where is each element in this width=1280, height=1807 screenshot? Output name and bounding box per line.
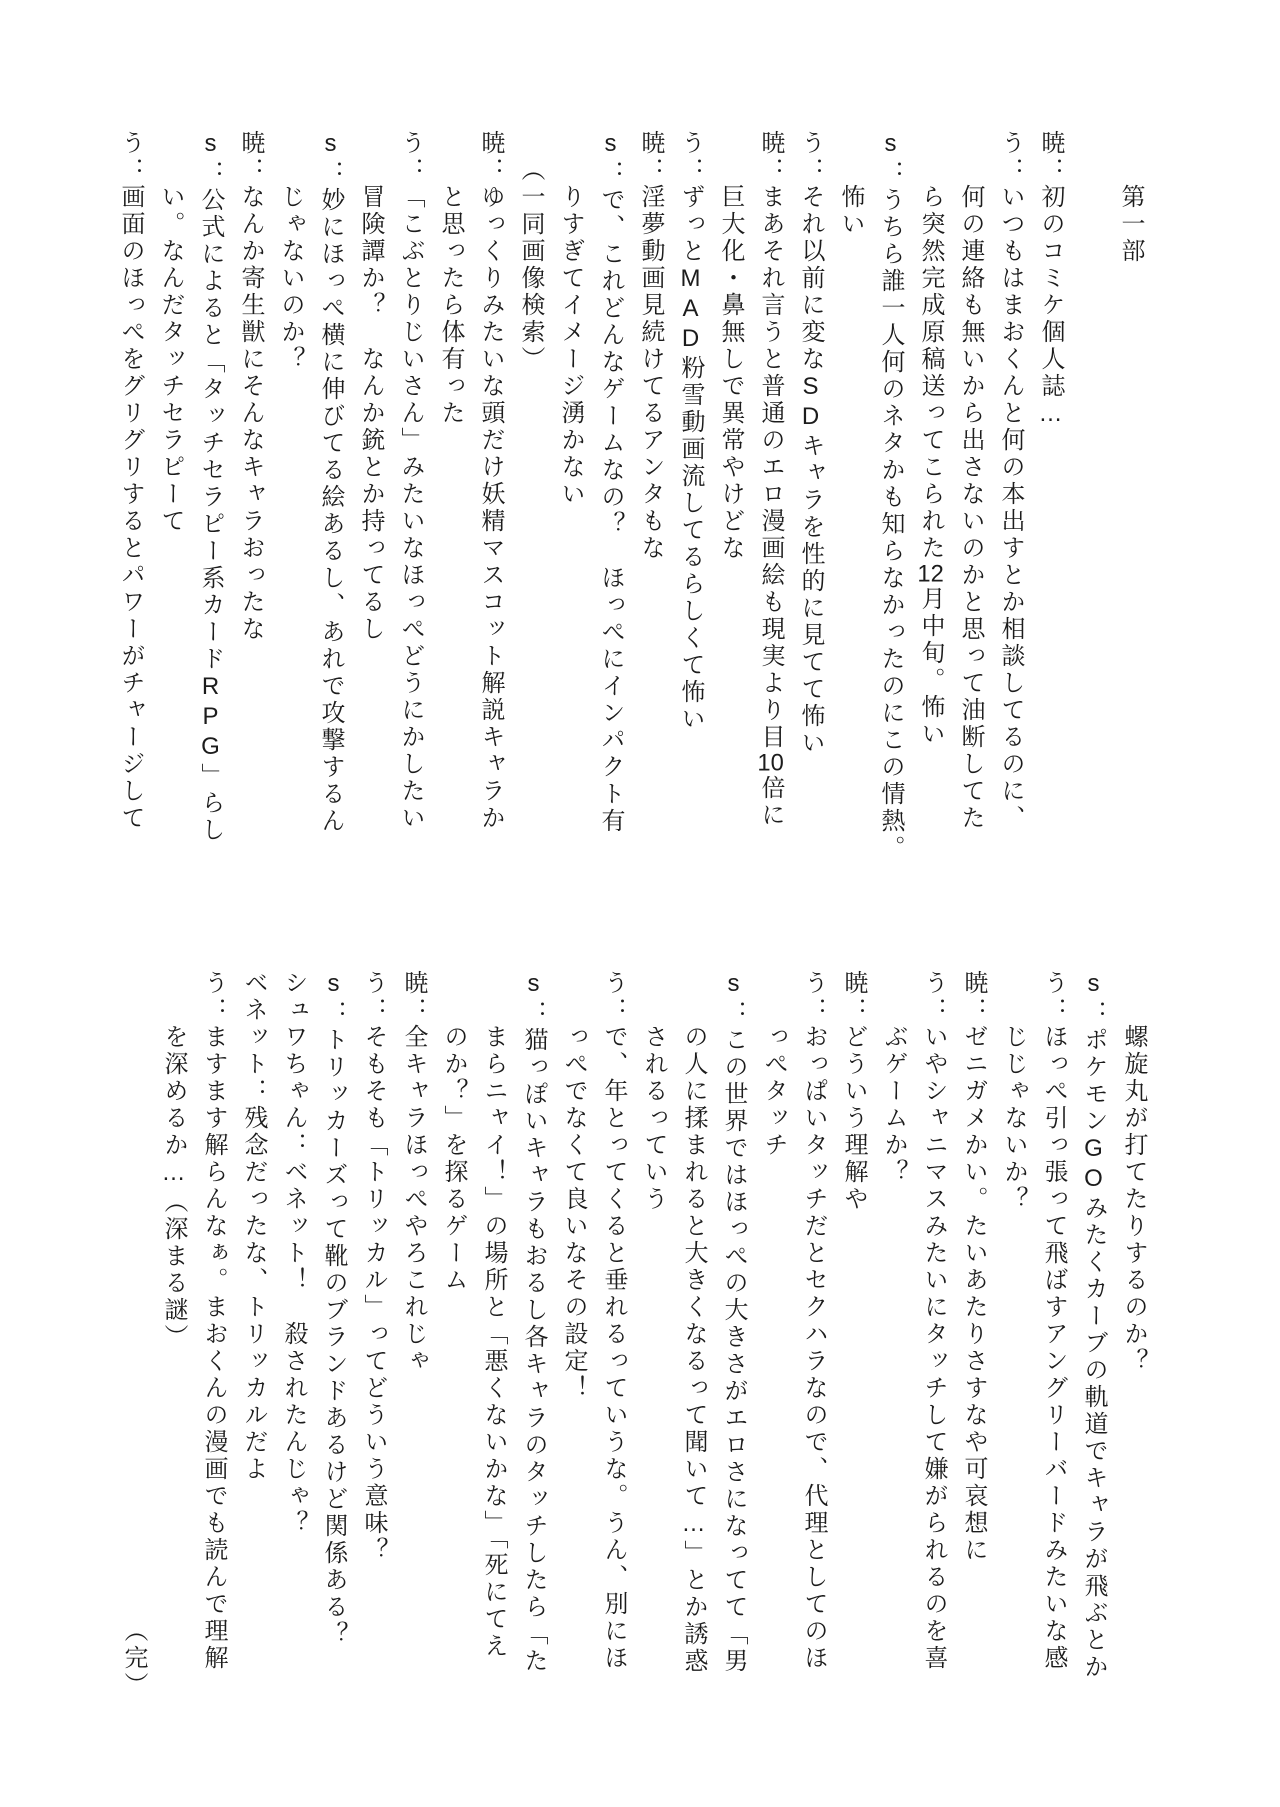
text-column: の人に揉まれると大きくなるって聞いて…」とか誘惑 xyxy=(680,1024,707,1675)
text-column: う：「こぶとりじいさん」みたいなほっぺどうにかしたい xyxy=(397,130,424,832)
text-column: っぺタッチ xyxy=(760,1024,787,1159)
text-column: りすぎてイメージ湧かない xyxy=(557,184,584,508)
text-column: s：猫っぽいキャラもおるし各キャラのタッチしたら「た xyxy=(520,970,547,1675)
text-column: s：この世界ではほっぺの大きさがエロさになってて「男 xyxy=(720,970,747,1675)
text-column: う：そもそも「トリッカル」ってどういう意味？ xyxy=(360,970,387,1564)
text-column: 螺旋丸が打てたりするのか？ xyxy=(1120,1024,1147,1375)
text-column: 冒険譚か？ なんか銃とか持ってるし xyxy=(357,184,384,643)
text-column: 巨大化・鼻無しで異常やけどな xyxy=(717,184,744,562)
end-mark: （完） xyxy=(120,1618,147,1699)
text-column: じゃないのか？ xyxy=(277,184,304,373)
text-column: う：それ以前に変なSDキャラを性的に見てて怖い xyxy=(797,130,824,757)
text-column: 暁：どういう理解や xyxy=(840,970,867,1213)
text-column: う：で、年とってくると垂れるっていうな。うん、別にほ xyxy=(600,970,627,1672)
text-column: 怖い xyxy=(837,184,864,238)
stage-direction: （一同画像検索） xyxy=(517,157,544,373)
text-column: まらニャイ！」の場所と「悪くないかな」「死にてえ xyxy=(480,1024,507,1660)
text-column: s：うちら誰一人何のネタかも知らなかったのにこの情熱。 xyxy=(877,130,904,862)
text-column: されるっていう xyxy=(640,1024,667,1213)
text-column: s：公式によると「タッチセラピー系カードRPG」らし xyxy=(197,130,224,844)
text-column: と思ったら体有った xyxy=(437,184,464,427)
text-column: う：ますます解らんなぁ。まおくんの漫画でも読んで理解 xyxy=(200,970,227,1672)
text-column: う：いやシャニマスみたいにタッチして嫌がられるのを喜 xyxy=(920,970,947,1672)
text-column: 暁：淫夢動画見続けてるアンタもな xyxy=(637,130,664,562)
text-column: ベネット：残念だったな、トリッカルだよ xyxy=(240,970,267,1483)
text-column: っぺでなくて良いなその設定！ xyxy=(560,1024,587,1402)
text-column: ら突然完成原稿送ってこられた12月中旬。怖い xyxy=(917,184,944,748)
tate-chu-yoko-number: 10 xyxy=(757,751,784,775)
text-column: い。なんだタッチセラピーて xyxy=(157,184,184,535)
text-column: 暁：全キャラほっぺやろこれじゃ xyxy=(400,970,427,1375)
text-column: s：トリッカーズって靴のブランドあるけど関係ある？ xyxy=(320,970,347,1648)
text-column: 暁：ゆっくりみたいな頭だけ妖精マスコット解説キャラか xyxy=(477,130,504,832)
text-column: 暁：ゼニガメかい。たいあたりさすなや可哀想に xyxy=(960,970,987,1564)
text-column: う：ずっとMAD粉雪動画流してるらしくて怖い xyxy=(677,130,704,733)
text-column: s：で、これどんなゲームなの？ ほっぺにインパクト有 xyxy=(597,130,624,835)
text-column: 何の連絡も無いから出さないのかと思って油断してた xyxy=(957,184,984,832)
part-heading: 第一部 xyxy=(1117,184,1144,265)
part-1-section xyxy=(110,130,1150,915)
text-column: う：画面のほっぺをグリグリするとパワーがチャージして xyxy=(117,130,144,832)
text-column: s：ポケモンGOみたくカーブの軌道でキャラが飛ぶとか xyxy=(1080,970,1107,1681)
text-column: を深めるか…（深まる謎） xyxy=(160,1024,187,1351)
text-column: 暁：初のコミケ個人誌… xyxy=(1037,130,1064,430)
text-column: のか？」を探るゲーム xyxy=(440,1024,467,1294)
text-column: 暁：なんか寄生獣にそんなキャラおったな xyxy=(237,130,264,643)
text-column: う：いつもはまおくんと何の本出すとか相談してるのに、 xyxy=(997,130,1024,832)
part-2-section xyxy=(113,970,1153,1770)
tate-chu-yoko-number: 12 xyxy=(917,562,944,586)
text-column: じじゃないか？ xyxy=(1000,1024,1027,1213)
text-column: s：妙にほっぺ横に伸びてる絵あるし、あれで攻撃するん xyxy=(317,130,344,835)
text-column: シュワちゃん：ベネット！ 殺されたんじゃ？ xyxy=(280,970,307,1537)
text-column: う：ほっぺ引っ張って飛ばすアングリーバードみたいな感 xyxy=(1040,970,1067,1672)
text-column: ぶゲームか？ xyxy=(880,1024,907,1186)
text-column: う：おっぱいタッチだとセクハラなので、代理としてのほ xyxy=(800,970,827,1672)
text-column: 暁：まあそれ言うと普通のエロ漫画絵も現実より目10倍に xyxy=(757,130,784,829)
